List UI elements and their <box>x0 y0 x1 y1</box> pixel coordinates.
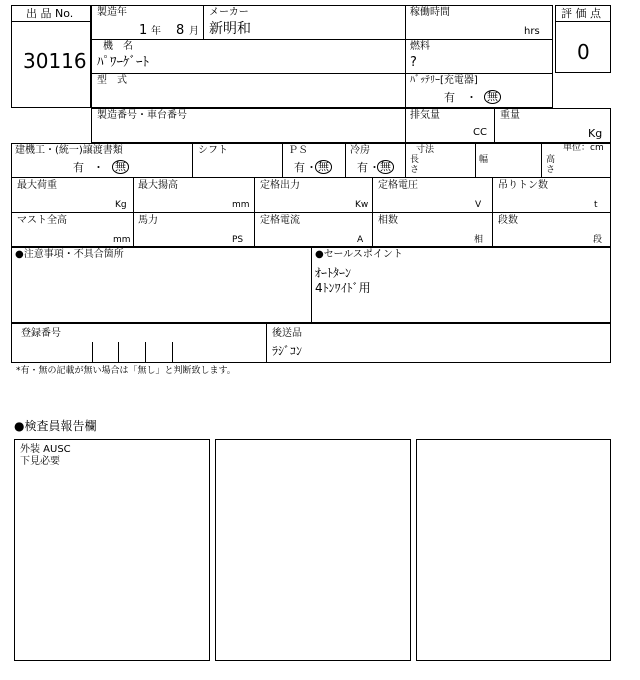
height-label-1: 高 <box>546 155 556 165</box>
sales-line-1: ｵｰﾄﾀｰﾝ <box>315 266 352 280</box>
rated-output-unit: Kw <box>355 200 369 210</box>
registration-box <box>11 323 611 363</box>
ac-label: 冷房 <box>350 145 370 156</box>
battery-label: ﾊﾞｯﾃﾘｰ[充電器] <box>410 75 478 86</box>
main-info-box <box>91 5 553 108</box>
caution-label: ●注意事項・不具合箇所 <box>15 249 124 260</box>
inspector-box-3 <box>416 439 611 661</box>
weight-unit: Kg <box>588 127 603 140</box>
displacement-unit: CC <box>473 127 487 138</box>
hours-unit: hrs <box>524 26 540 37</box>
shipping-label: 後送品 <box>272 328 302 339</box>
lift-ton-unit: t <box>594 200 598 210</box>
phase-unit: 相 <box>474 235 484 245</box>
maker-value: 新明和 <box>209 21 251 37</box>
rated-output-label: 定格出力 <box>260 180 300 191</box>
score-label: 評 価 点 <box>561 7 601 20</box>
hours-label: 稼働時間 <box>410 7 450 18</box>
weight-label: 重量 <box>500 110 520 121</box>
max-lift-unit: mm <box>232 200 250 210</box>
maker-label: メーカー <box>209 7 249 18</box>
inspector-line-1: 外装 AUSC <box>20 444 71 455</box>
dims-unit: 単位：cm <box>563 143 604 153</box>
mast-height-unit: mm <box>113 235 131 245</box>
height-label-2: さ <box>546 165 556 175</box>
length-label-1: 長 <box>410 155 420 165</box>
ac-no: 無 <box>377 160 394 174</box>
battery-yes: 有 <box>444 91 455 104</box>
rated-voltage-label: 定格電圧 <box>378 180 418 191</box>
rated-current-unit: A <box>357 235 364 245</box>
fuel-label: 燃料 <box>410 41 430 52</box>
dims-label: 寸法 <box>416 145 435 155</box>
fuel-value: ? <box>410 55 417 70</box>
rated-voltage-unit: V <box>475 200 482 210</box>
steps-unit: 段 <box>593 235 603 245</box>
ps-no: 無 <box>315 160 332 174</box>
mast-height-label: マスト全高 <box>17 215 67 226</box>
transfer-dot: ・ <box>93 161 104 174</box>
phase-label: 相数 <box>378 215 398 226</box>
model-name-value: ﾊﾟﾜｰｹﾞｰﾄ <box>97 55 149 70</box>
month-value: 8 <box>176 23 185 38</box>
sales-line-2: 4ﾄﾝﾜｲﾄﾞ用 <box>315 281 371 295</box>
footnote: *有・無の記載が無い場合は「無し」と判断致します。 <box>16 366 236 376</box>
transfer-yes: 有 <box>73 161 84 174</box>
spec-box <box>11 143 611 247</box>
transfer-doc-label: 建機工・(統一)譲渡書類 <box>15 145 123 156</box>
inspector-box-1 <box>14 439 210 661</box>
lot-no-label: 出 品 No. <box>26 7 74 20</box>
max-load-label: 最大荷重 <box>17 180 57 191</box>
sales-label: ●セールスポイント <box>315 249 403 260</box>
reg-no-label: 登録番号 <box>21 328 61 339</box>
ac-yes: 有 <box>357 161 368 174</box>
ps-dot: ・ <box>306 161 317 174</box>
type-label: 型 式 <box>97 75 127 86</box>
battery-dot: ・ <box>466 91 477 104</box>
model-name-label: 機 名 <box>103 41 133 52</box>
max-lift-label: 最大揚高 <box>138 180 178 191</box>
inspector-box-2 <box>215 439 411 661</box>
score-value: 0 <box>577 40 590 64</box>
inspector-line-2: 下見必要 <box>20 456 60 467</box>
lift-ton-label: 吊りトン数 <box>498 180 548 191</box>
shift-label: シフト <box>198 145 228 156</box>
horsepower-unit: PS <box>232 235 244 245</box>
year-label: 製造年 <box>97 7 127 18</box>
ac-dot: ・ <box>369 161 380 174</box>
horsepower-label: 馬力 <box>138 215 158 226</box>
year-unit: 年 <box>151 26 161 37</box>
length-label-2: さ <box>410 165 420 175</box>
lot-no-value: 30116 <box>23 49 87 73</box>
ps-yes: 有 <box>294 161 305 174</box>
shipping-value: ﾗｼﾞｺﾝ <box>272 344 303 358</box>
year-value: 1 <box>139 23 148 38</box>
rated-current-label: 定格電流 <box>260 215 300 226</box>
transfer-no: 無 <box>112 160 129 174</box>
inspector-title: ●検査員報告欄 <box>14 419 97 433</box>
displacement-label: 排気量 <box>410 110 440 121</box>
width-label: 幅 <box>479 155 489 165</box>
steps-label: 段数 <box>498 215 518 226</box>
ps-label: ＰＳ <box>288 145 308 156</box>
serial-label: 製造番号・車台番号 <box>97 110 187 121</box>
max-load-unit: Kg <box>115 200 127 210</box>
month-unit: 月 <box>189 26 199 37</box>
battery-no: 無 <box>484 90 501 104</box>
